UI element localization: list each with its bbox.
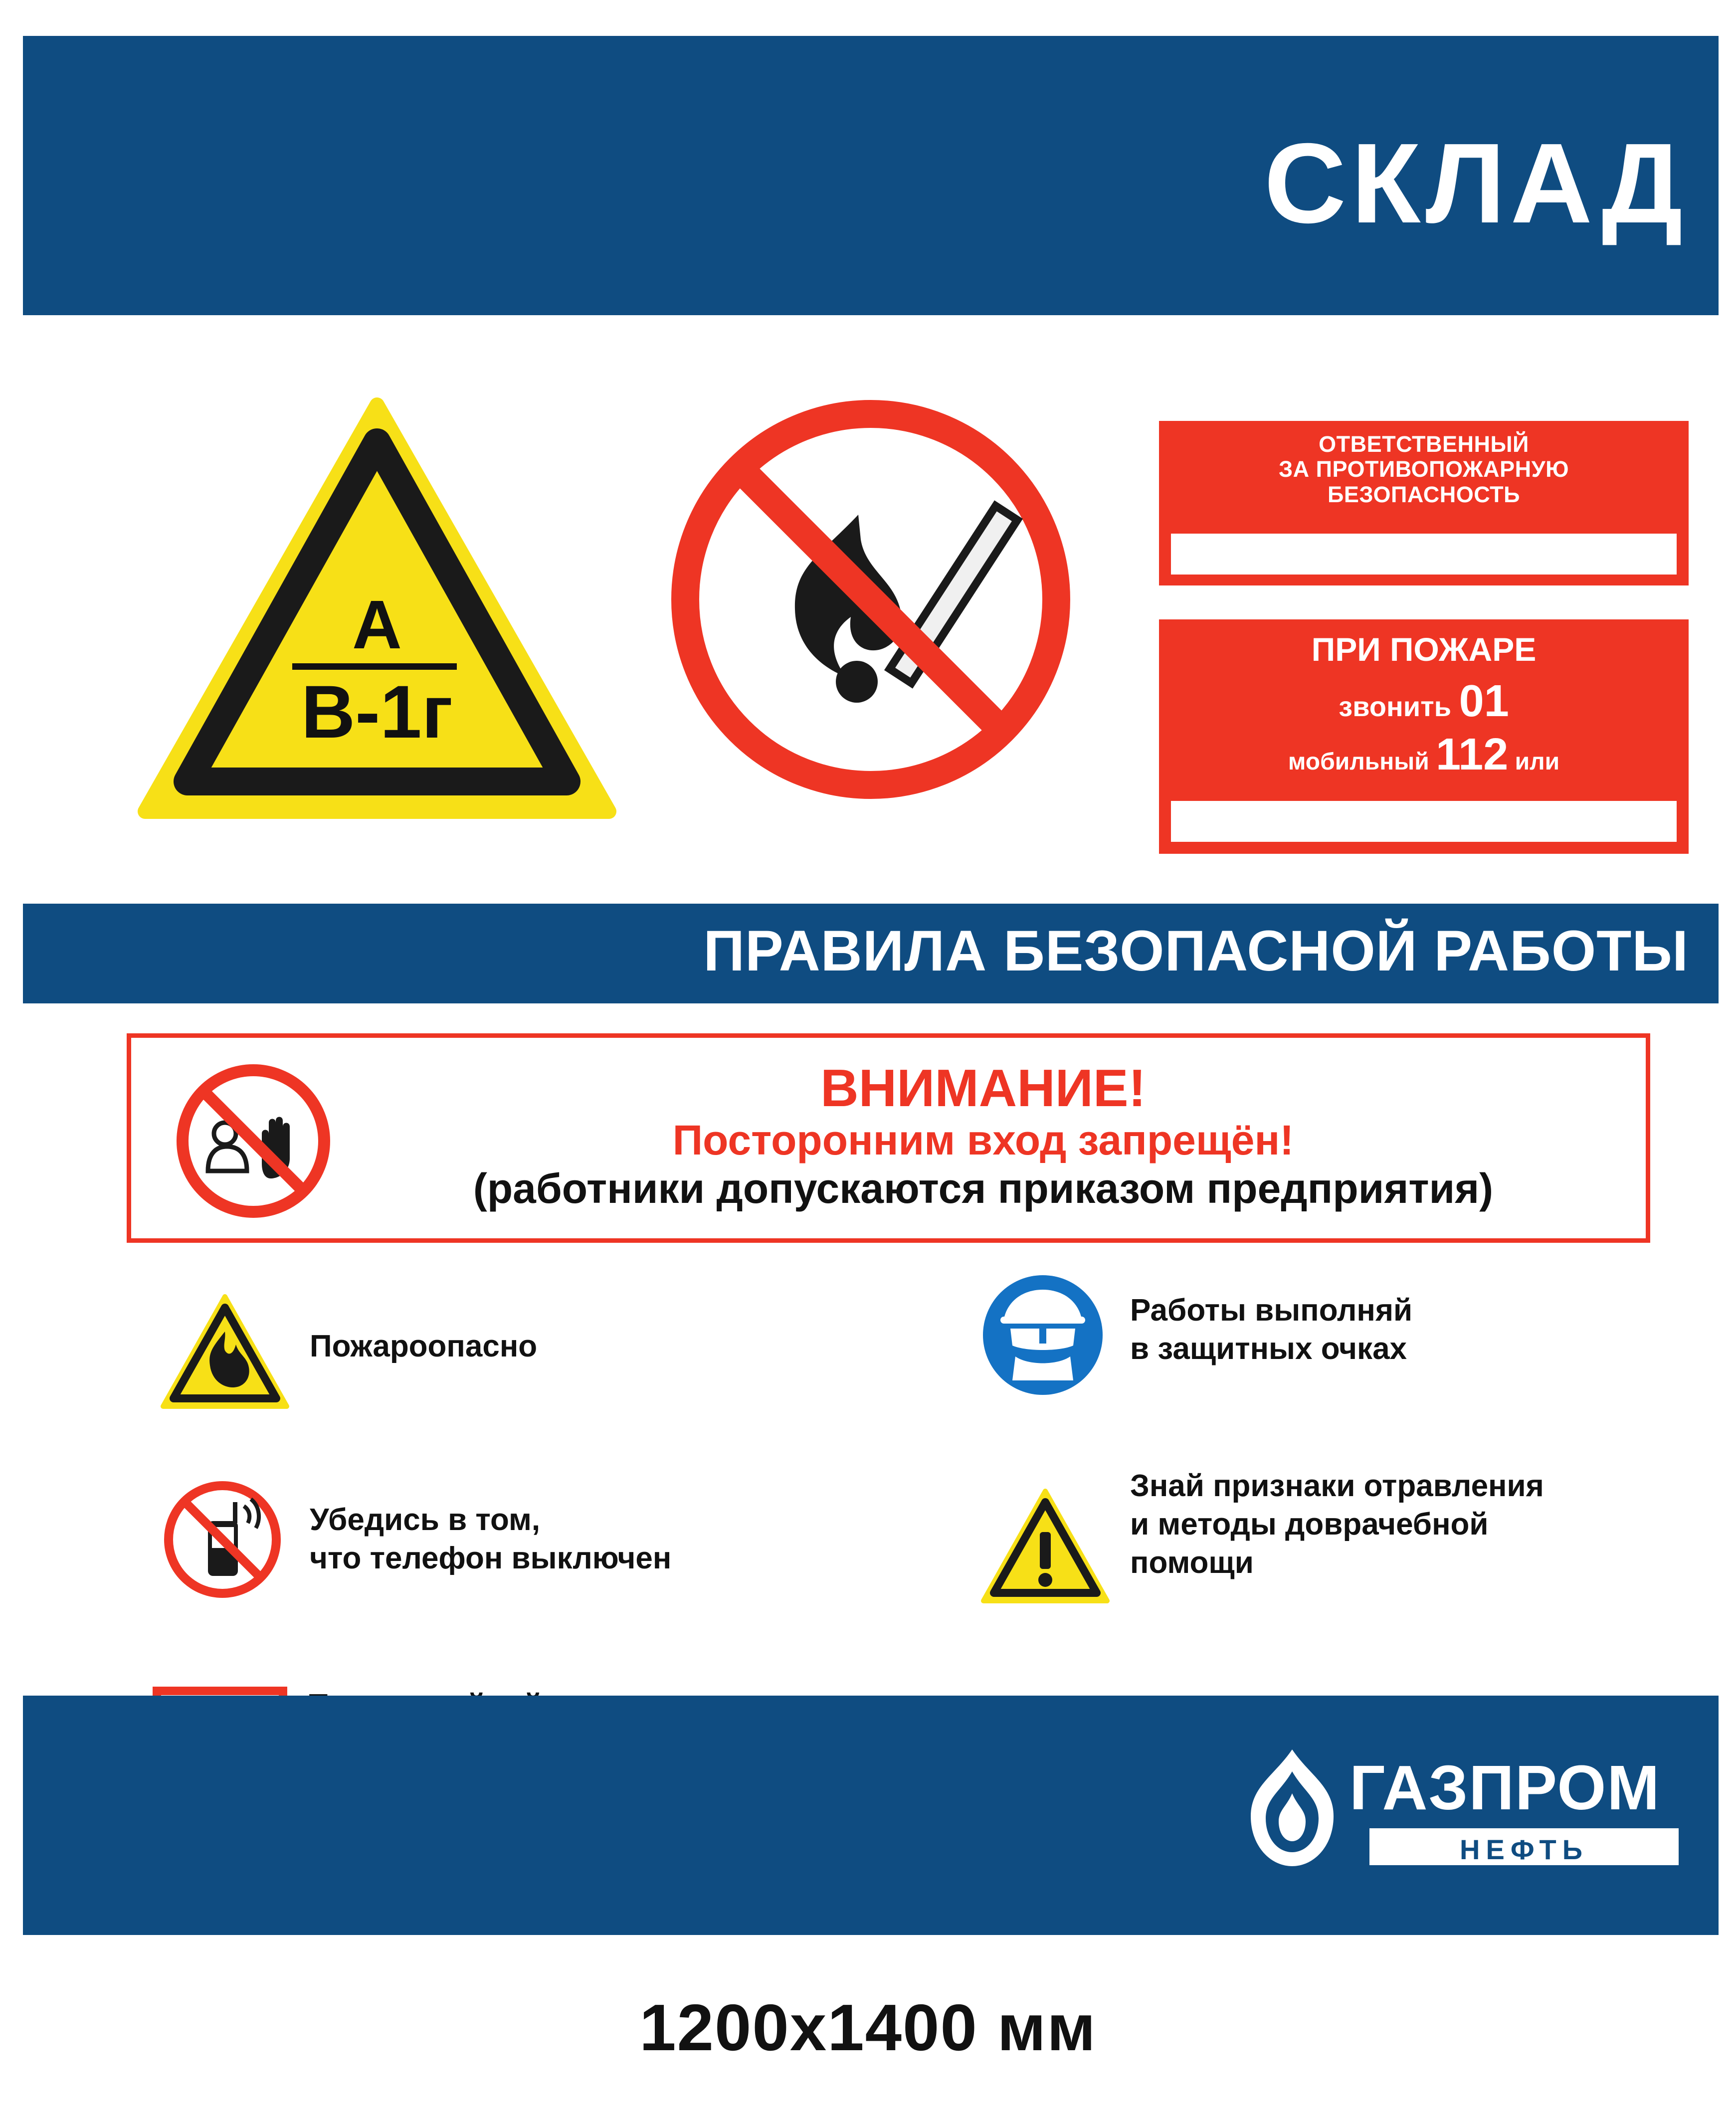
- company-logo: [1235, 1731, 1684, 1895]
- pictogram-poisoning-line-3: помощи: [1130, 1545, 1254, 1580]
- logo-neft-badge: [1369, 1828, 1679, 1865]
- no-entry-warning-texts: [341, 1061, 1626, 1212]
- responsible-line-2: ЗА ПРОТИВОПОЖАРНУЮ: [1278, 456, 1569, 482]
- sign-board: [20, 33, 1716, 1938]
- fire-emergency-box: [1159, 619, 1689, 854]
- pictogram-no-mobile-phone: [150, 1477, 888, 1627]
- pictogram-fire-hazard-line-1: Пожароопасно: [310, 1329, 538, 1363]
- warning-exclamation-svg: [980, 1487, 1110, 1607]
- header-bar: [23, 36, 1719, 315]
- pictogram-no-phone-line-2: что телефон выключен: [310, 1541, 672, 1575]
- rules-bar: [23, 904, 1719, 1003]
- pictogram-no-phone-label: [310, 1501, 671, 1578]
- fire-hazard-icon: [160, 1293, 290, 1412]
- logo-neft-text: НЕФТЬ: [1460, 1834, 1588, 1865]
- pictogram-poisoning-line-2: и методы доврачебной: [1130, 1507, 1489, 1542]
- safety-goggles-icon: [980, 1273, 1105, 1397]
- pictogram-safety-goggles: [970, 1273, 1679, 1432]
- warning-exclamation-icon: [980, 1487, 1110, 1607]
- top-symbols-area: [23, 315, 1719, 904]
- pictogram-goggles-line-2: в защитных очках: [1130, 1331, 1407, 1366]
- fire-box-title: ПРИ ПОЖАРЕ: [1311, 631, 1537, 668]
- fire-call-line: [1171, 676, 1677, 727]
- pictogram-poisoning-label: [1130, 1467, 1544, 1582]
- no-entry-icon: [171, 1059, 336, 1223]
- no-open-flame-svg: [661, 390, 1080, 809]
- footer-bar: [23, 1696, 1719, 1935]
- hazard-category-triangle: [138, 395, 616, 824]
- responsible-line-1: ОТВЕТСТВЕННЫЙ: [1319, 431, 1529, 457]
- no-entry-warning-box: [127, 1033, 1650, 1243]
- fire-mobile-suffix: или: [1515, 748, 1560, 775]
- hazard-category-letter: А: [352, 586, 402, 663]
- gazprom-flame-svg: [1235, 1745, 1350, 1870]
- warning-attention-title: ВНИМАНИЕ!: [820, 1059, 1146, 1118]
- fire-mobile-line: [1171, 730, 1677, 780]
- warning-order-line: (работники допускаются приказом предприятия): [473, 1164, 1494, 1212]
- fire-call-number: 01: [1459, 676, 1509, 726]
- pictogram-poisoning-signs: [970, 1467, 1684, 1632]
- no-mobile-phone-svg: [160, 1477, 285, 1602]
- rules-bar-title: ПРАВИЛА БЕЗОПАСНОЙ РАБОТЫ: [703, 919, 1689, 983]
- safety-goggles-svg: [980, 1273, 1105, 1397]
- page-title: СКЛАД: [1264, 120, 1688, 247]
- fire-call-prefix: звонить: [1339, 690, 1452, 722]
- pictogram-no-phone-line-1: Убедись в том,: [310, 1503, 541, 1537]
- responsible-name-field[interactable]: [1171, 534, 1677, 575]
- responsible-person-box: [1159, 421, 1689, 585]
- pictogram-safety-goggles-label: [1130, 1292, 1412, 1368]
- warning-no-entry-line: Посторонним вход запрещён!: [672, 1117, 1294, 1164]
- fire-mobile-number: 112: [1436, 729, 1509, 779]
- fire-extra-number-field[interactable]: [1171, 801, 1677, 842]
- responsible-line-3: БЕЗОПАСНОСТЬ: [1328, 481, 1520, 507]
- pictogram-fire-hazard: [150, 1288, 888, 1437]
- fire-mobile-prefix: мобильный: [1288, 748, 1429, 775]
- hazard-zone-class: В-1г: [301, 670, 453, 754]
- logo-gazprom-text: ГАЗПРОМ: [1350, 1752, 1661, 1823]
- pictogram-poisoning-line-1: Знай признаки отравления: [1130, 1469, 1544, 1503]
- hazard-divider: [292, 663, 457, 670]
- no-mobile-phone-icon: [160, 1477, 285, 1602]
- no-entry-svg: [171, 1059, 336, 1223]
- size-caption: 1200х1400 мм: [639, 1991, 1097, 2064]
- pictogram-fire-hazard-label: [310, 1328, 537, 1366]
- pictogram-goggles-line-1: Работы выполняй: [1130, 1293, 1413, 1328]
- fire-hazard-svg: [160, 1293, 290, 1412]
- no-open-flame-icon: [661, 390, 1080, 809]
- gazprom-flame-icon: [1235, 1745, 1350, 1870]
